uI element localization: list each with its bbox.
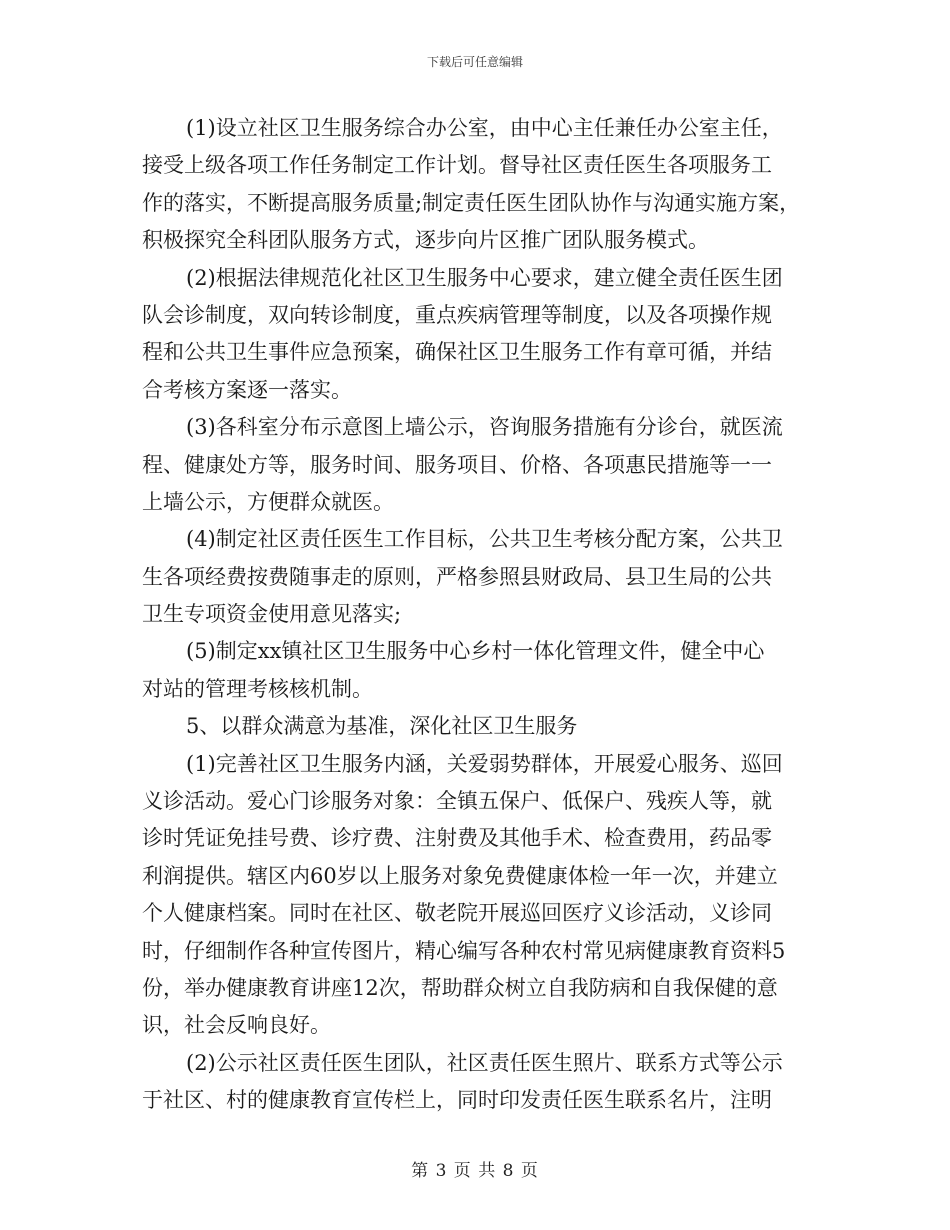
document-body [142, 110, 822, 1120]
text-line: 程、健康处方等，服务时间、服务项目、价格、各项惠民措施等一一 [142, 452, 772, 477]
text-line: 时，仔细制作各种宣传图片，精心编写各种农村常见病健康教育资料5 [142, 938, 786, 963]
text-line: 队会诊制度，双向转诊制度，重点疾病管理等制度，以及各项操作规 [142, 302, 772, 327]
text-line: (3)各科室分布示意图上墙公示，咨询服务措施有分诊台，就医流 [186, 415, 783, 440]
text-line: 5、以群众满意为基准，深化社区卫生服务 [186, 714, 578, 739]
page-footer: 第 3 页 共 8 页 [411, 1161, 539, 1181]
text-line: (2)公示社区责任医生团队，社区责任医生照片、联系方式等公示 [186, 1050, 783, 1075]
text-line: 份，举办健康教育讲座12次，帮助群众树立自我防病和自我保健的意 [142, 975, 778, 1000]
text-line: 合考核方案逐一落实。 [142, 377, 352, 402]
text-line: 积极探究全科团队服务方式，逐步向片区推广团队服务模式。 [142, 228, 709, 253]
page-header: 下载后可任意编辑 [426, 55, 523, 69]
text-line: (1)完善社区卫生服务内涵，关爱弱势群体，开展爱心服务、巡回 [186, 751, 783, 776]
text-line: 个人健康档案。同时在社区、敬老院开展巡回医疗义诊活动，义诊同 [142, 901, 772, 926]
text-line: (2)根据法律规范化社区卫生服务中心要求，建立健全责任医生团 [186, 265, 783, 290]
text-line: 作的落实，不断提高服务质量;制定责任医生团队协作与沟通实施方案， [142, 190, 801, 215]
text-line: 诊时凭证免挂号费、诊疗费、注射费及其他手术、检查费用，药品零 [142, 826, 772, 851]
text-line: (1)设立社区卫生服务综合办公室，由中心主任兼任办公室主任， [186, 116, 783, 140]
text-line: 对站的管理考核核机制。 [142, 676, 373, 701]
text-line: (5)制定xx镇社区卫生服务中心乡村一体化管理文件，健全中心 [186, 639, 765, 664]
text-line: 生各项经费按费随事走的原则，严格参照县财政局、县卫生局的公共 [142, 564, 772, 589]
text-line: 程和公共卫生事件应急预案，确保社区卫生服务工作有章可循，并结 [142, 340, 772, 365]
text-line: 于社区、村的健康教育宣传栏上，同时印发责任医生联系名片，注明 [142, 1088, 772, 1113]
text-line: 卫生专项资金使用意见落实; [142, 602, 402, 627]
text-line: (4)制定社区责任医生工作目标，公共卫生考核分配方案，公共卫 [186, 527, 783, 552]
text-line: 利润提供。辖区内60岁以上服务对象免费健康体检一年一次，并建立 [142, 863, 778, 888]
text-line: 识，社会反响良好。 [142, 1013, 331, 1038]
text-line: 上墙公示，方便群众就医。 [142, 489, 394, 514]
text-line: 接受上级各项工作任务制定工作计划。督导社区责任医生各项服务工 [142, 153, 772, 178]
text-line: 义诊活动。爱心门诊服务对象：全镇五保户、低保户、残疾人等，就 [142, 789, 772, 814]
